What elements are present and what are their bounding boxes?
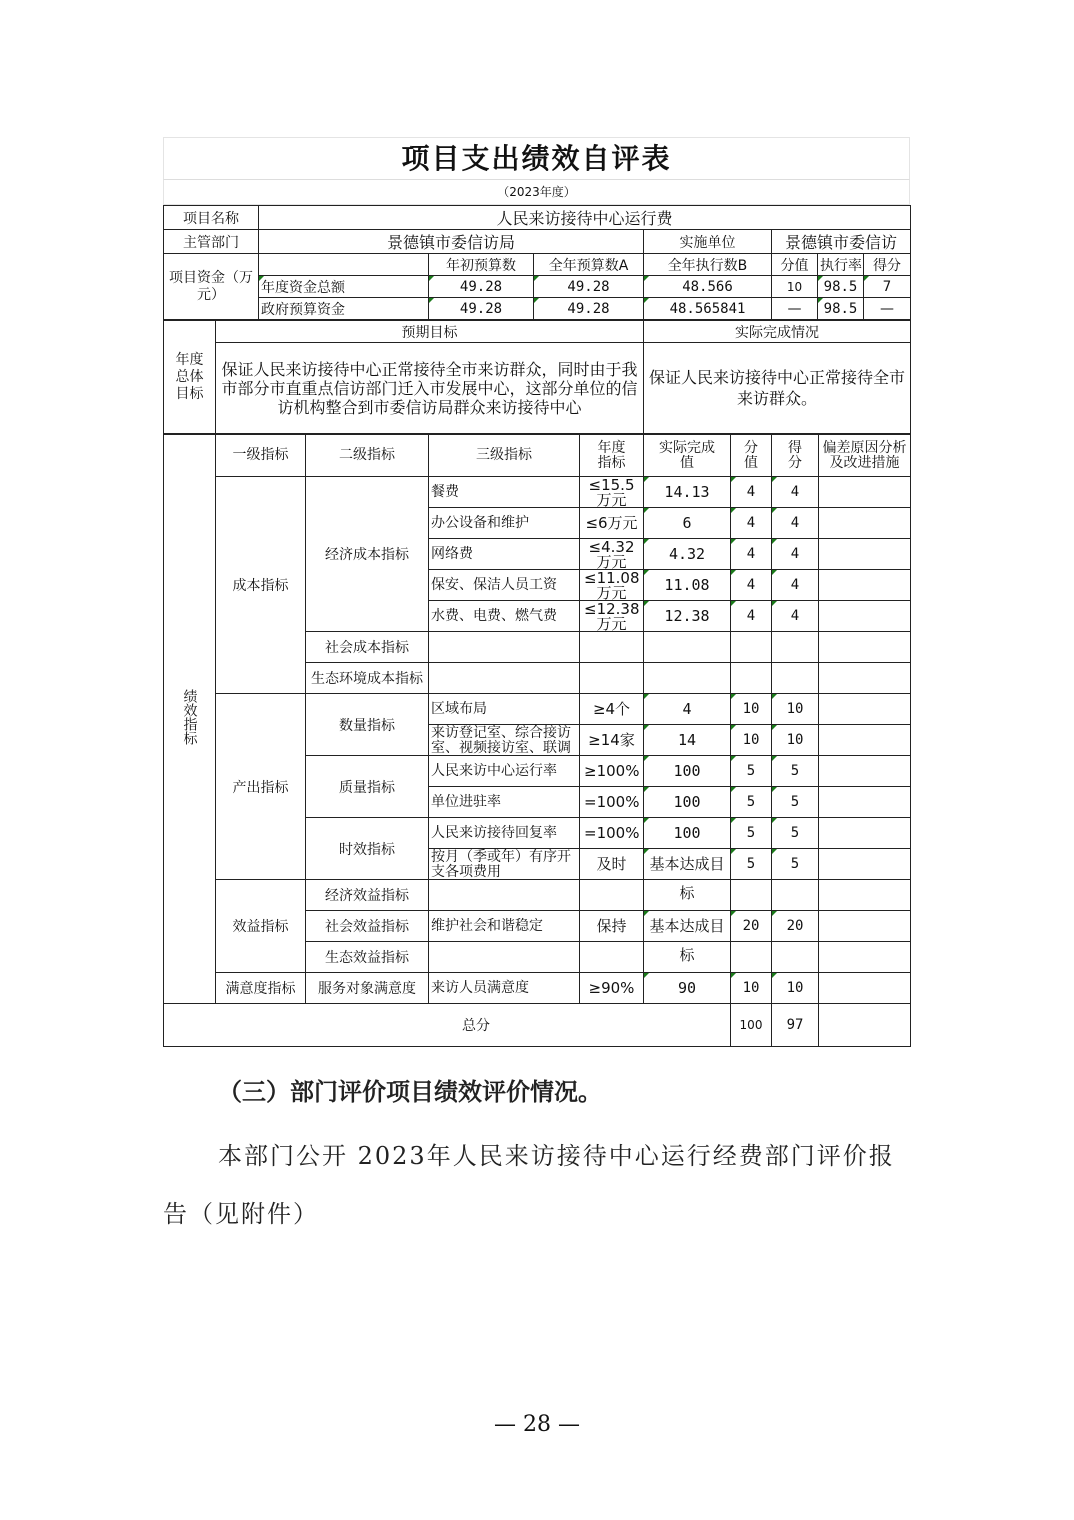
indicator-header: 二级指标 <box>306 435 429 477</box>
header-initial: 年初预算数 <box>429 254 534 276</box>
score: 4 <box>772 539 819 570</box>
level3-indicator <box>429 477 580 508</box>
sheet-title: 项目支出绩效自评表 <box>163 137 910 179</box>
execution-rate: 98.5 <box>818 276 864 298</box>
level3-indicator <box>429 787 580 818</box>
actual-value <box>644 942 731 973</box>
deviation-analysis <box>819 694 911 725</box>
level1-indicator: 满意度指标 <box>216 973 306 1004</box>
goal-label: 年度总体目标 <box>164 321 216 434</box>
deviation-analysis <box>819 756 911 787</box>
actual-text: 6 <box>682 513 692 532</box>
actual-text: 100 <box>673 823 701 842</box>
actual-text: 100 <box>673 792 701 811</box>
impl-label: 实施单位 <box>644 230 772 254</box>
project-name-label: 项目名称 <box>164 206 259 230</box>
indicator-row <box>164 973 911 1004</box>
score-value: 4 <box>731 570 772 601</box>
level3-text: 网络费 <box>431 545 473 562</box>
deviation-analysis <box>819 663 911 694</box>
indicator-header: 三级指标 <box>429 435 580 477</box>
level3-indicator <box>429 508 580 539</box>
actual-text: 基本达成目标 <box>649 916 725 964</box>
score: 20 <box>772 911 819 942</box>
actual-text: 4.32 <box>668 544 706 563</box>
actual-value <box>644 818 731 849</box>
score-value: — <box>772 298 818 320</box>
level3-text: 区域布局 <box>431 700 487 717</box>
actual-text: 14.13 <box>664 482 710 501</box>
indicator-header: 得分 <box>772 435 819 477</box>
score: 10 <box>772 725 819 756</box>
score: 5 <box>772 818 819 849</box>
score: 7 <box>864 276 911 298</box>
level3-indicator <box>429 539 580 570</box>
level3-indicator <box>429 880 580 911</box>
score: 5 <box>772 756 819 787</box>
level2-indicator: 经济成本指标 <box>306 477 429 632</box>
executed-amount: 48.565841 <box>644 298 772 320</box>
level3-indicator <box>429 849 580 880</box>
score: 4 <box>772 477 819 508</box>
target-text: ≥14家 <box>588 730 635 749</box>
target-text <box>582 664 641 693</box>
actual-value <box>644 570 731 601</box>
annual-target <box>580 570 644 601</box>
actual-value <box>644 911 731 964</box>
annual-budget: 49.28 <box>534 276 644 298</box>
score-value: 4 <box>731 601 772 632</box>
level3-text: 按月（季或年）有序开支各项费用 <box>431 848 571 880</box>
score <box>772 632 819 663</box>
project-info-table <box>163 205 911 320</box>
annual-budget: 49.28 <box>534 298 644 320</box>
impl-value: 景德镇市委信访 <box>772 230 911 254</box>
level3-indicator <box>429 663 580 694</box>
level3-indicator <box>429 818 580 849</box>
row-label: 年度资金总额 <box>259 276 429 298</box>
level3-indicator <box>429 601 580 632</box>
target-text: ≥100% <box>584 761 640 780</box>
score: 10 <box>772 973 819 1004</box>
level3-text: 来访登记室、综合接访室、视频接访室、联调 <box>431 724 571 756</box>
header-score: 得分 <box>864 254 911 276</box>
target-text: 保持 <box>596 916 627 935</box>
level2-indicator: 社会成本指标 <box>306 632 429 663</box>
level1-indicator: 效益指标 <box>216 880 306 973</box>
level2-indicator: 时效指标 <box>306 818 429 880</box>
deviation-analysis <box>819 570 911 601</box>
performance-indicators-table <box>163 434 911 1047</box>
indicator-header: 实际完成值 <box>644 435 731 477</box>
annual-target <box>580 942 644 973</box>
target-text: 及时 <box>596 854 627 873</box>
annual-target <box>580 880 644 911</box>
section-heading: （三）部门评价项目绩效评价情况。 <box>218 1077 602 1106</box>
level3-indicator <box>429 973 580 1004</box>
actual-text: 14 <box>677 730 697 749</box>
total-label: 总分 <box>164 1004 731 1047</box>
target-text: ≤15.5万元 <box>588 475 635 509</box>
score-value: 10 <box>731 725 772 756</box>
score-value: 4 <box>731 477 772 508</box>
score-value: 4 <box>731 539 772 570</box>
actual-value <box>644 787 731 818</box>
actual-text: 100 <box>673 761 701 780</box>
level3-indicator <box>429 911 580 942</box>
actual-value <box>644 849 731 902</box>
score <box>772 663 819 694</box>
target-text <box>582 943 641 972</box>
total-row <box>164 1004 911 1047</box>
indicator-header-row <box>164 435 911 477</box>
level3-text: 来访人员满意度 <box>431 979 529 996</box>
score-value: 20 <box>731 911 772 942</box>
level2-indicator: 生态环境成本指标 <box>306 663 429 694</box>
annual-target <box>580 818 644 849</box>
annual-target <box>580 477 644 508</box>
target-text: ≤4.32万元 <box>588 537 635 571</box>
score <box>772 880 819 911</box>
indicator-row <box>164 694 911 725</box>
level2-indicator: 社会效益指标 <box>306 911 429 942</box>
target-text <box>582 633 641 662</box>
level3-indicator <box>429 756 580 787</box>
initial-budget: 49.28 <box>429 276 534 298</box>
actual-value <box>644 756 731 787</box>
annual-target <box>580 539 644 570</box>
score-value: 10 <box>731 694 772 725</box>
actual-value <box>644 477 731 508</box>
header-executed: 全年执行数B <box>644 254 772 276</box>
actual-text: 基本达成目标 <box>649 854 725 902</box>
annual-target <box>580 508 644 539</box>
deviation-analysis <box>819 725 911 756</box>
header-rate: 执行率 <box>818 254 864 276</box>
level3-text: 水费、电费、燃气费 <box>431 607 557 624</box>
level3-indicator <box>429 725 580 756</box>
level3-text <box>431 664 577 693</box>
level1-indicator: 产出指标 <box>216 694 306 880</box>
indicator-row <box>164 880 911 911</box>
deviation-analysis <box>819 973 911 1004</box>
indicator-row <box>164 477 911 508</box>
level3-indicator <box>429 632 580 663</box>
actual-completion-text: 保证人民来访接待中心正常接待全市来访群众。 <box>644 343 911 434</box>
level3-indicator <box>429 694 580 725</box>
target-text: =100% <box>584 823 640 842</box>
score-value <box>731 880 772 911</box>
level3-text <box>431 633 577 662</box>
level3-text: 单位进驻率 <box>431 793 501 810</box>
deviation-analysis <box>819 539 911 570</box>
empty-cell <box>259 254 429 276</box>
actual-value <box>644 601 731 632</box>
level3-text: 餐费 <box>431 483 459 500</box>
score-value <box>731 663 772 694</box>
score: 4 <box>772 570 819 601</box>
annual-goal-table <box>163 320 911 434</box>
score-value: 10 <box>772 276 818 298</box>
actual-value <box>644 880 731 911</box>
actual-text: 90 <box>677 978 697 997</box>
indicator-header: 一级指标 <box>216 435 306 477</box>
actual-value <box>644 694 731 725</box>
target-text: ≤12.38万元 <box>584 599 640 633</box>
row-label: 政府预算资金 <box>259 298 429 320</box>
deviation-analysis <box>819 849 911 880</box>
annual-target <box>580 973 644 1004</box>
expected-goal-header: 预期目标 <box>216 321 644 343</box>
actual-value <box>644 632 731 663</box>
level3-text: 保安、保洁人员工资 <box>431 576 557 593</box>
annual-target <box>580 601 644 632</box>
target-text: ≥4个 <box>592 699 631 718</box>
annual-target <box>580 725 644 756</box>
actual-completion-header: 实际完成情况 <box>644 321 911 343</box>
dept-value: 景德镇市委信访局 <box>259 230 644 254</box>
level3-text: 人民来访接待回复率 <box>431 824 557 841</box>
deviation-analysis <box>819 880 911 911</box>
level3-indicator <box>429 942 580 973</box>
header-annual: 全年预算数A <box>534 254 644 276</box>
body-paragraph: 本部门公开 2023年人民来访接待中心运行经费部门评价报告（见附件） <box>163 1142 895 1228</box>
score-value: 5 <box>731 756 772 787</box>
funds-label: 项目资金（万元） <box>164 254 259 320</box>
actual-value <box>644 539 731 570</box>
level2-indicator: 生态效益指标 <box>306 942 429 973</box>
level3-text: 维护社会和谐稳定 <box>431 917 543 934</box>
score: — <box>864 298 911 320</box>
level3-text: 办公设备和维护 <box>431 514 529 531</box>
annual-target <box>580 663 644 694</box>
level2-indicator: 数量指标 <box>306 694 429 756</box>
deviation-analysis <box>819 632 911 663</box>
side-label: 绩效指标 <box>181 689 198 745</box>
actual-text: 12.38 <box>664 606 710 625</box>
performance-self-evaluation-sheet <box>163 137 910 1047</box>
project-name: 人民来访接待中心运行费 <box>259 206 911 230</box>
level3-text <box>431 943 577 972</box>
header-score-value: 分值 <box>772 254 818 276</box>
actual-value <box>644 725 731 756</box>
score-value: 5 <box>731 849 772 880</box>
level3-indicator <box>429 570 580 601</box>
actual-text: 4 <box>682 699 692 718</box>
score-value: 5 <box>731 818 772 849</box>
actual-text: 11.08 <box>664 575 710 594</box>
target-text: ≤6万元 <box>585 513 638 532</box>
target-text: =100% <box>584 792 640 811</box>
annual-target <box>580 911 644 942</box>
performance-indicators-label <box>164 435 216 1004</box>
page-number: — 28 — <box>494 1412 580 1437</box>
score-value <box>731 632 772 663</box>
score <box>772 942 819 973</box>
target-text: ≤11.08万元 <box>584 568 640 602</box>
level2-indicator: 经济效益指标 <box>306 880 429 911</box>
deviation-analysis <box>819 911 911 942</box>
deviation-analysis <box>819 477 911 508</box>
level3-text <box>431 881 577 910</box>
score: 5 <box>772 787 819 818</box>
score-value: 4 <box>731 508 772 539</box>
deviation-analysis <box>819 508 911 539</box>
level3-text: 人民来访中心运行率 <box>431 762 557 779</box>
sheet-year: （2023年度） <box>163 179 910 205</box>
indicator-header: 分值 <box>731 435 772 477</box>
actual-value <box>644 508 731 539</box>
actual-value <box>644 663 731 694</box>
actual-text <box>646 881 728 910</box>
actual-text <box>646 943 728 972</box>
actual-text <box>646 633 728 662</box>
score-value: 5 <box>731 787 772 818</box>
score-value <box>731 942 772 973</box>
level2-indicator: 服务对象满意度 <box>306 973 429 1004</box>
total-deviation <box>819 1004 911 1047</box>
annual-target <box>580 849 644 880</box>
actual-text <box>646 664 728 693</box>
deviation-analysis <box>819 818 911 849</box>
target-text: ≥90% <box>588 978 635 997</box>
deviation-analysis <box>819 601 911 632</box>
actual-value <box>644 973 731 1004</box>
expected-goal-text: 保证人民来访接待中心正常接待全市来访群众，同时由于我市部分市直重点信访部门迁入市发展中心，这部分单位的信访机构整合到市委信访局群众来访接待中心 <box>216 343 644 434</box>
score: 4 <box>772 601 819 632</box>
total-score-value: 100 <box>731 1004 772 1047</box>
score-value: 10 <box>731 973 772 1004</box>
executed-amount: 48.566 <box>644 276 772 298</box>
execution-rate: 98.5 <box>818 298 864 320</box>
level2-indicator: 质量指标 <box>306 756 429 818</box>
annual-target <box>580 787 644 818</box>
score: 5 <box>772 849 819 880</box>
score: 10 <box>772 694 819 725</box>
annual-target <box>580 694 644 725</box>
target-text <box>582 881 641 910</box>
deviation-analysis <box>819 787 911 818</box>
initial-budget: 49.28 <box>429 298 534 320</box>
annual-target <box>580 632 644 663</box>
deviation-analysis <box>819 942 911 973</box>
annual-target <box>580 756 644 787</box>
score: 4 <box>772 508 819 539</box>
level1-indicator: 成本指标 <box>216 477 306 694</box>
indicator-header: 年度指标 <box>580 435 644 477</box>
indicator-header: 偏差原因分析及改进措施 <box>819 435 911 477</box>
dept-label: 主管部门 <box>164 230 259 254</box>
total-score: 97 <box>772 1004 819 1047</box>
